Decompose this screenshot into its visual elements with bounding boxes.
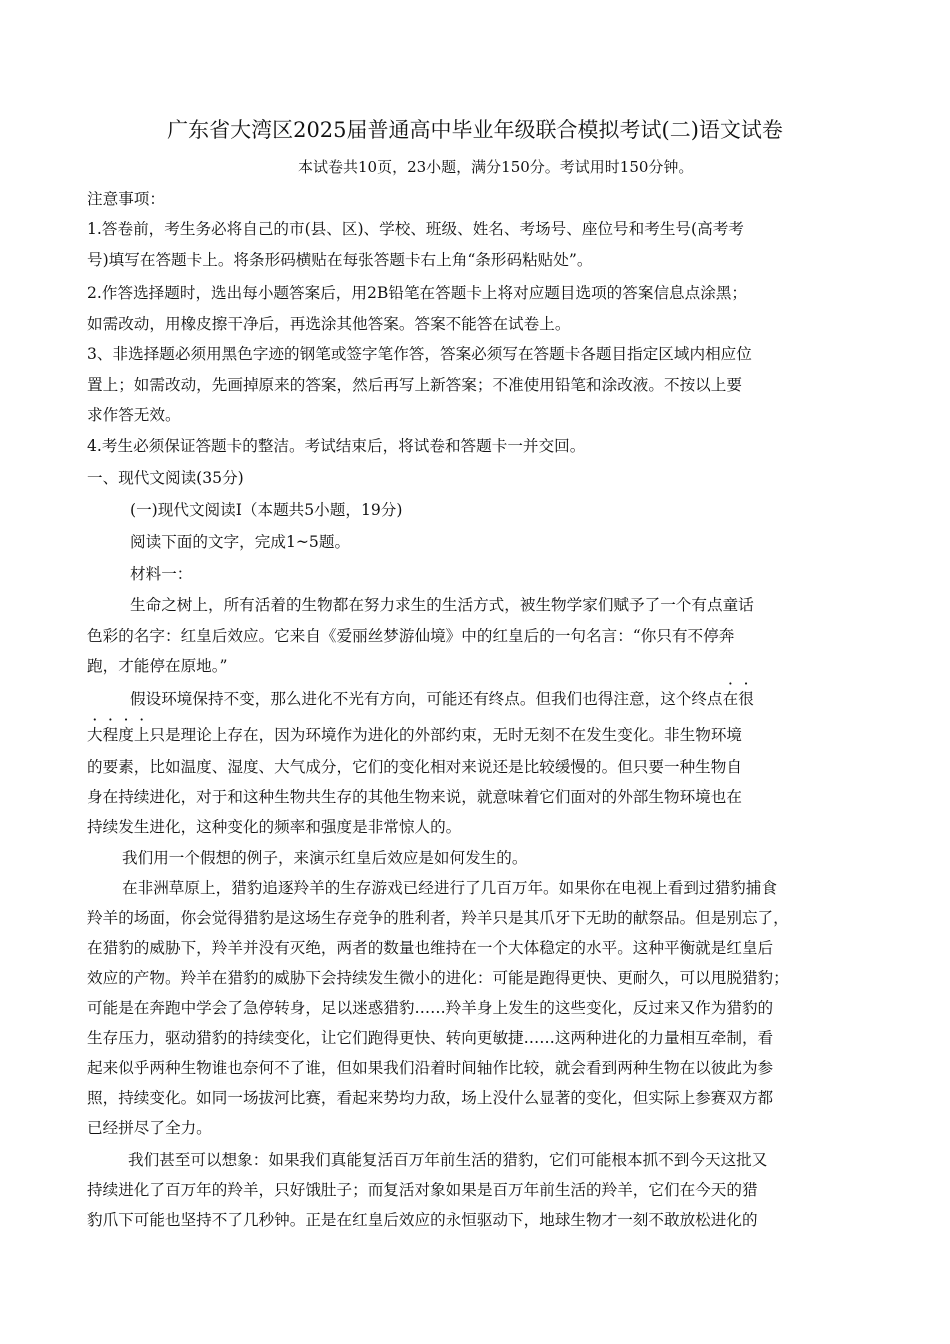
p5-line-1: 我们甚至可以想象：如果我们真能复活百万年前生活的猎豹，它们可能根本抓不到今天这批又 [128, 1151, 768, 1169]
emphasis-char: 程 [102, 726, 119, 744]
instruction: 阅读下面的文字，完成1~5题。 [130, 533, 351, 551]
section-heading: 一、现代文阅读(35分) [87, 469, 244, 487]
material-label: 材料一： [130, 565, 193, 583]
p4-line-5: 可能是在奔跑中学会了急停转身，足以迷惑猎豹……羚羊身上发生的这些变化，反过来又作为猎豹的 [87, 999, 774, 1017]
notice-3-line-3: 求作答无效。 [87, 406, 181, 424]
p2-line-3: 的要素，比如温度、湿度、大气成分，它们的变化相对来说还是比较缓慢的。但只要一种生物自 [87, 758, 742, 776]
emphasis-char: 上 [133, 726, 150, 744]
notice-4-line-1: 4.考生必须保证答题卡的整洁。考试结束后，将试卷和答题卡一并交回。 [87, 437, 586, 455]
p4-line-1: 在非洲草原上，猎豹追逐羚羊的生存游戏已经进行了几百万年。如果你在电视上看到过猎豹捕食 [122, 879, 777, 897]
emphasis-char: 大 [87, 726, 103, 744]
p4-line-6: 生存压力，驱动猎豹的持续变化，让它们跑得更快、转向更敏捷……这两种进化的力量相互牵制，看 [87, 1029, 774, 1047]
p2-line-2-text: 只是理论上存在，因为环境作为进化的外部约束，无时无刻不在发生变化。非生物环境 [149, 726, 743, 744]
notice-3-line-2: 置上；如需改动，先画掉原来的答案，然后再写上新答案；不准使用铅笔和涂改液。不按以上要 [87, 376, 742, 394]
p5-line-3: 豹爪下可能也坚持不了几秒钟。正是在红皇后效应的永恒驱动下，地球生物才一刻不敢放松进化的 [87, 1211, 758, 1229]
p3-line-1: 我们用一个假想的例子，来演示红皇后效应是如何发生的。 [122, 849, 528, 867]
emphasized-text-2 [87, 726, 149, 744]
emphasis-char: 在 [722, 690, 739, 708]
p5-line-2: 持续进化了百万年的羚羊，只好饿肚子；而复活对象如果是百万年前生活的羚羊，它们在今天的猎 [87, 1181, 758, 1199]
p1-line-1: 生命之树上，所有活着的生物都在努力求生的生活方式，被生物学家们赋予了一个有点童话 [130, 596, 754, 614]
notice-heading: 注意事项： [87, 190, 165, 208]
p4-line-3: 在猎豹的威胁下，羚羊并没有灭绝，两者的数量也维持在一个大体稳定的水平。这种平衡就是红皇后 [87, 939, 774, 957]
emphasis-dots-2 [87, 726, 149, 744]
p2-line-1 [130, 688, 754, 710]
emphasized-text-1 [723, 690, 754, 708]
p2-line-1-text: 假设环境保持不变，那么进化不光有方向，可能还有终点。但我们也得注意，这个终点 [130, 690, 723, 708]
p4-line-8: 照，持续变化。如同一场拔河比赛，看起来势均力敌，场上没什么显著的变化，但实际上参赛双方都 [87, 1089, 774, 1107]
p2-line-2 [87, 724, 742, 746]
emphasis-char: 度 [118, 726, 134, 744]
p2-line-4: 身在持续进化，对于和这种生物共生存的其他生物来说，就意味着它们面对的外部生物环境也在 [87, 788, 742, 806]
p1-line-2: 色彩的名字：红皇后效应。它来自《爱丽丝梦游仙境》中的红皇后的一句名言：“你只有不停奔 [87, 627, 735, 645]
exam-subtitle: 本试卷共10页，23小题，满分150分。考试用时150分钟。 [298, 158, 694, 176]
notice-2-line-1: 2.作答选择题时，选出每小题答案后，用2B铅笔在答题卡上将对应题目选项的答案信息点涂黑； [87, 284, 748, 302]
subsection-heading: (一)现代文阅读Ⅰ（本题共5小题，19分) [130, 501, 403, 519]
p4-line-2: 羚羊的场面，你会觉得猎豹是这场生存竞争的胜利者，羚羊只是其爪牙下无助的献祭品。但是别忘了， [87, 909, 789, 927]
p2-line-5: 持续发生进化，这种变化的频率和强度是非常惊人的。 [87, 818, 462, 836]
p4-line-9: 已经拼尽了全力。 [87, 1119, 212, 1137]
p4-line-7: 起来似乎两种生物谁也奈何不了谁，但如果我们沿着时间轴作比较，就会看到两种生物在以彼此为参 [87, 1059, 774, 1077]
notice-1-line-1: 1.答卷前，考生务必将自己的市(县、区)、学校、班级、姓名、考场号、座位号和考生号(高考考 [87, 220, 744, 238]
p1-line-3: 跑，才能停在原地。” [87, 657, 228, 675]
exam-title: 广东省大湾区2025届普通高中毕业年级联合模拟考试(二)语文试卷 [167, 118, 783, 142]
emphasis-char: 很 [738, 690, 754, 708]
p4-line-4: 效应的产物。羚羊在猎豹的威胁下会持续发生微小的进化：可能是跑得更快、更耐久，可以甩脱猎豹； [87, 969, 789, 987]
emphasis-dots-1 [723, 690, 754, 708]
notice-2-line-2: 如需改动，用橡皮擦干净后，再选涂其他答案。答案不能答在试卷上。 [87, 315, 571, 333]
notice-3-line-1: 3、非选择题必须用黑色字迹的钢笔或签字笔作答，答案必须写在答题卡各题目指定区域内相应位 [87, 345, 752, 363]
notice-1-line-2: 号)填写在答题卡上。将条形码横贴在每张答题卡右上角“条形码粘贴处”。 [87, 251, 593, 269]
